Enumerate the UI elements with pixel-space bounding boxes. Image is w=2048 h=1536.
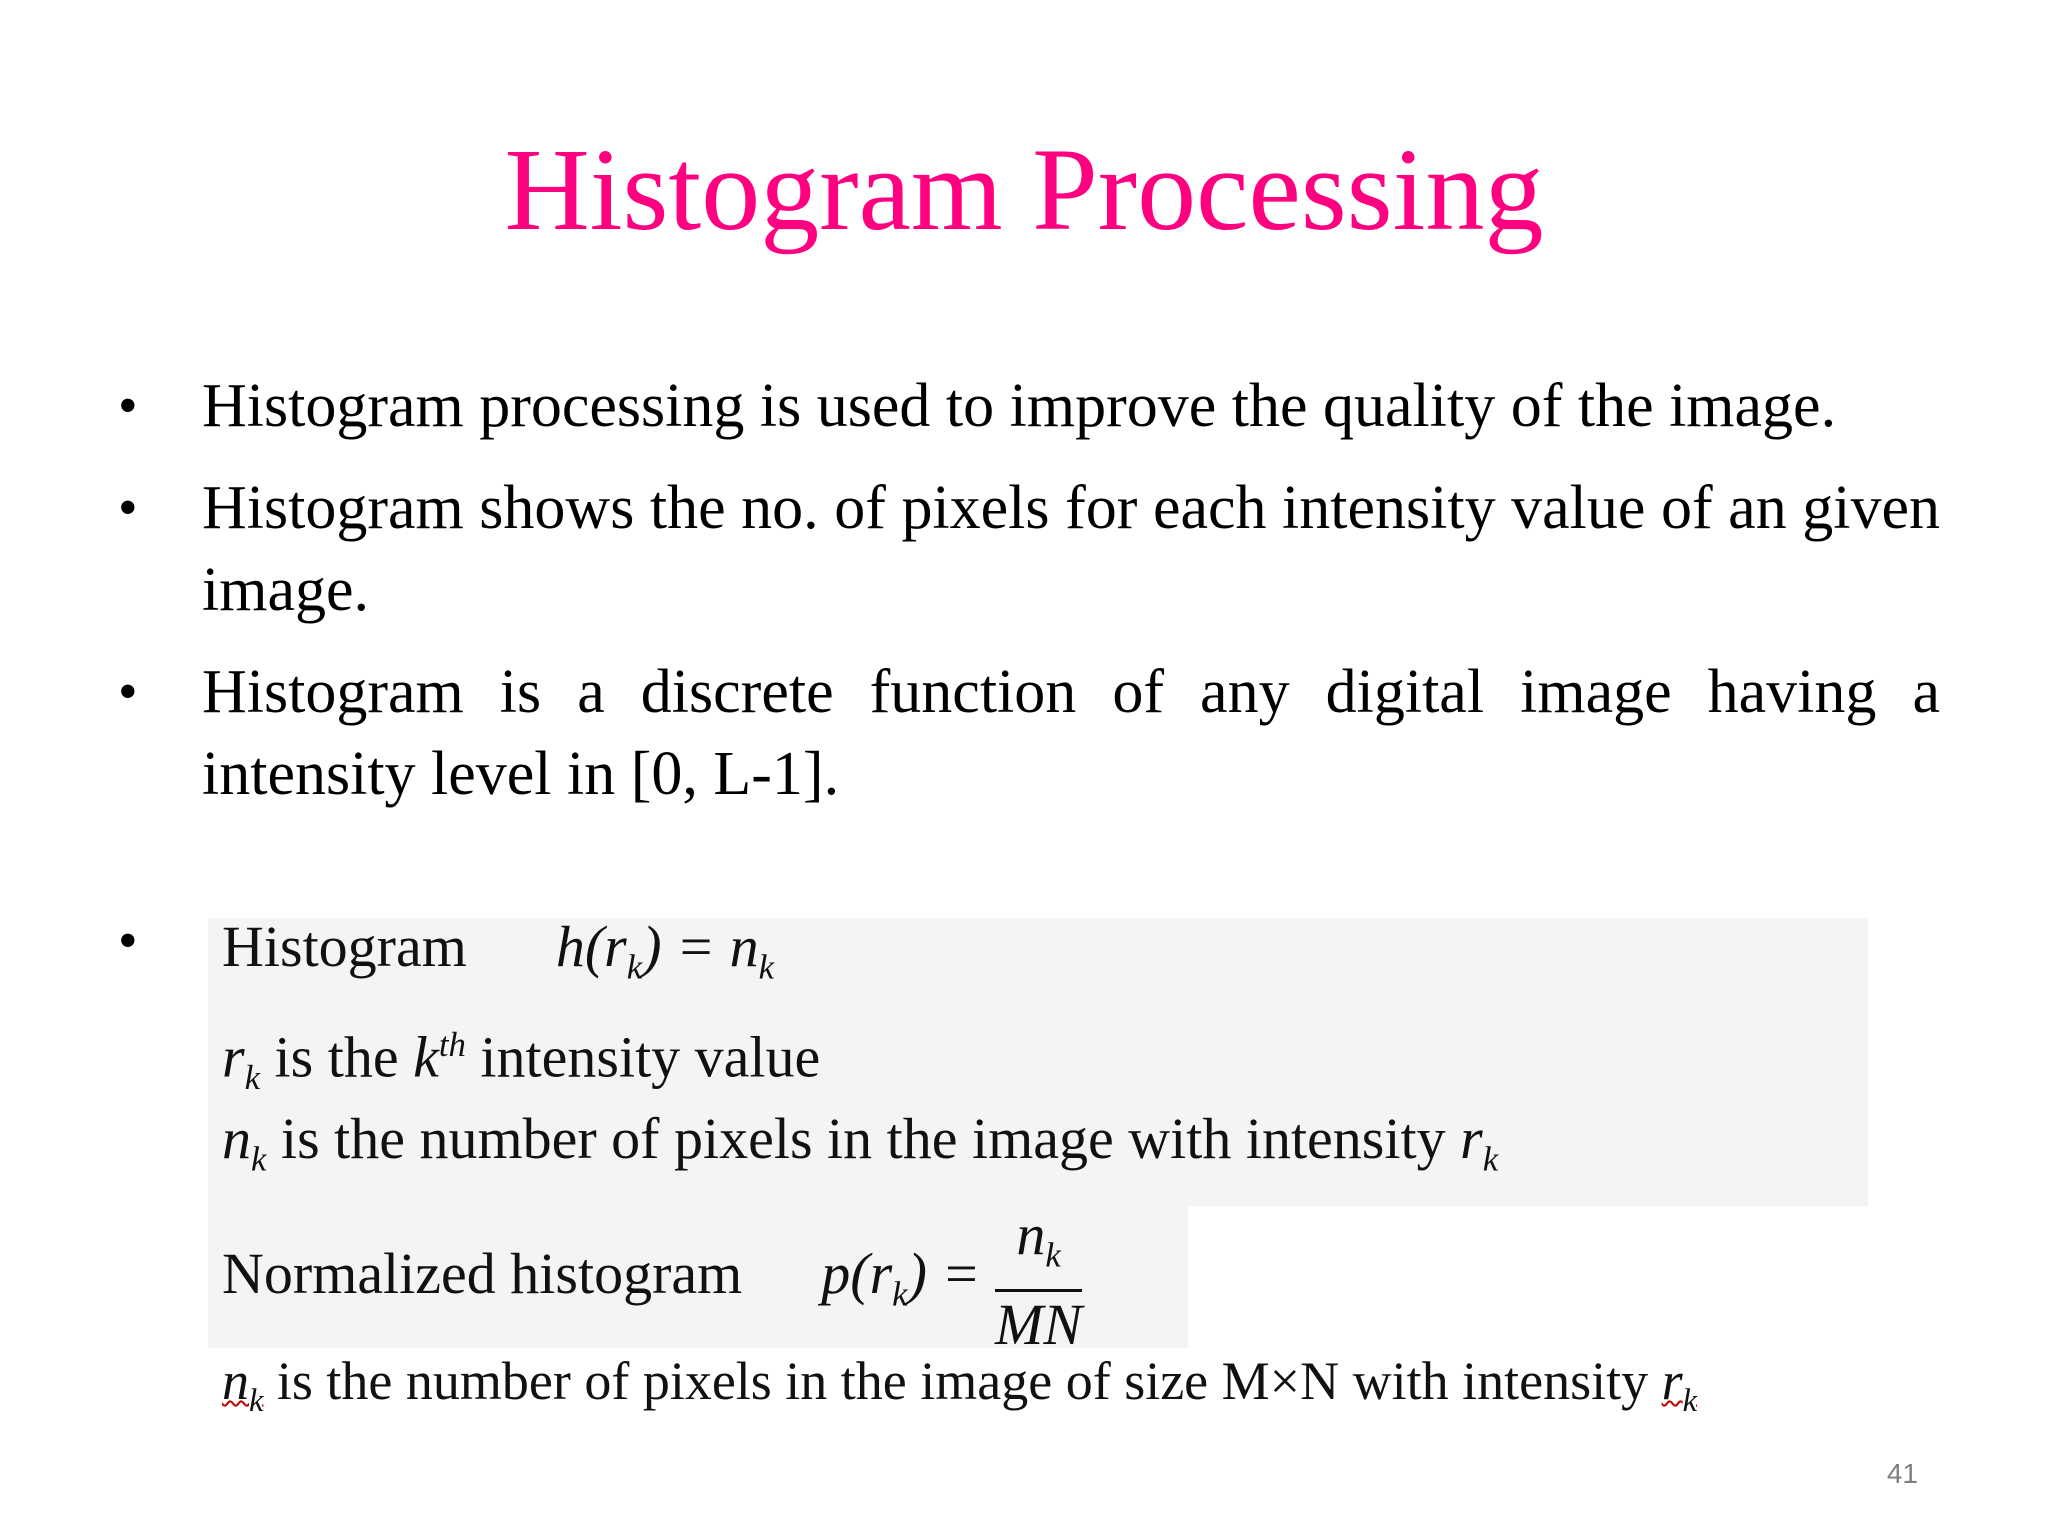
formula-var: r: [222, 1024, 245, 1090]
fraction-numerator: [995, 1202, 1082, 1292]
slide-title: Histogram Processing: [504, 124, 1544, 255]
bullet-text: Histogram is a discrete function of any digital image having a intensity level in [0, L-1].: [202, 658, 1940, 808]
formula-var: r: [1460, 1106, 1483, 1171]
bullet-text: Histogram processing is used to improve the quality of the image.: [202, 372, 1837, 440]
bullet-item: [110, 651, 1940, 815]
formula-sub: k: [1045, 1235, 1061, 1275]
formula-var: k: [413, 1024, 439, 1090]
formula-label: Normalized histogram: [222, 1241, 743, 1307]
formula-text: intensity value: [465, 1024, 821, 1090]
formula-text: is the number of pixels in the image with intensity: [266, 1106, 1461, 1171]
formula-nk-definition: [222, 1104, 1498, 1195]
formula-sup: th: [438, 1025, 466, 1064]
formula-var: n: [222, 1106, 251, 1171]
bullet-dot: •: [118, 910, 138, 972]
formula-part: h(r: [555, 914, 627, 979]
formula-var: [1661, 1351, 1698, 1419]
formula-sub: k: [1482, 1139, 1499, 1179]
formula-sub: k: [758, 947, 775, 987]
formula-part: r: [1661, 1351, 1683, 1411]
formula-part: ) = n: [642, 914, 759, 979]
formula-nk-mn-definition: [222, 1346, 1697, 1436]
formula-var: n: [1016, 1202, 1046, 1267]
bullet-list: [110, 365, 1940, 835]
formula-var: [222, 1351, 264, 1419]
formula-part: n: [222, 1351, 249, 1411]
bullet-item: [110, 467, 1940, 631]
formula-sub: k: [249, 1382, 264, 1419]
formula-normalized-histogram: [222, 1202, 1082, 1358]
fraction-denominator: MN: [995, 1291, 1083, 1357]
formula-expression: [555, 914, 775, 987]
bullet-dot: •: [118, 477, 138, 539]
bullet-dot: •: [118, 375, 138, 437]
formula-sub: k: [251, 1139, 267, 1179]
formula-part: ) =: [907, 1241, 981, 1307]
bullet-text: Histogram shows the no. of pixels for each intensity value of an given image.: [202, 474, 1940, 624]
bullet-dot: •: [118, 661, 138, 723]
formula-part: p(r: [821, 1241, 893, 1307]
formula-label: Histogram: [222, 914, 467, 979]
formula-fraction: [995, 1202, 1082, 1358]
formula-sub: k: [892, 1274, 908, 1314]
formula-text: is the number of pixels in the image of size M×N with intensity: [263, 1351, 1662, 1411]
formula-histogram: [222, 912, 774, 1003]
formula-sub: k: [1682, 1382, 1698, 1419]
page-number: 41: [1886, 1458, 1918, 1489]
bullet-item: [110, 365, 1940, 447]
formula-rk-definition: [222, 1010, 820, 1113]
formula-sub: k: [626, 947, 643, 987]
formula-text: is the: [260, 1024, 414, 1090]
formula-sub: k: [244, 1057, 261, 1097]
